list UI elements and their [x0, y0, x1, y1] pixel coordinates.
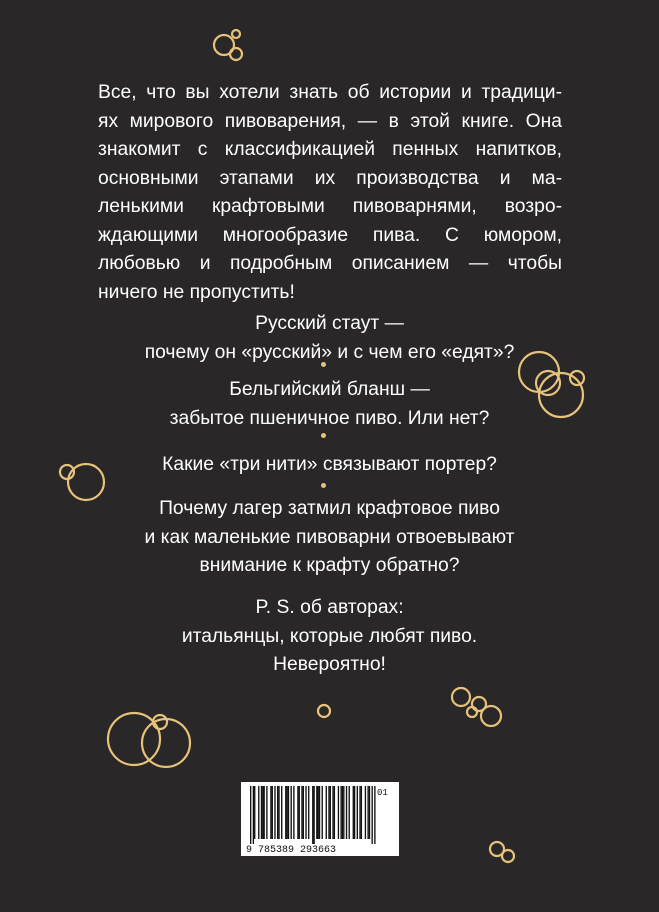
barcode-bar [297, 786, 298, 839]
postscript-line: Невероятно! [273, 654, 386, 675]
barcode-bar [277, 786, 278, 839]
intro-line: любовью и подробным описанием — чтобы [98, 253, 562, 274]
barcode-bar [316, 786, 317, 839]
bubble-circle [467, 707, 477, 717]
barcode-bar [334, 786, 335, 839]
bubble-circle [318, 705, 330, 717]
barcode-bar [365, 786, 366, 839]
question-line: забытое пшеничное пиво. Или нет? [169, 407, 490, 429]
question-porter [0, 451, 659, 480]
barcode-bar [305, 786, 306, 839]
barcode-bar [330, 786, 331, 839]
isbn-number: 9 785389 293663 [246, 845, 337, 856]
barcode-bar [266, 786, 267, 839]
barcode-bar [258, 786, 259, 839]
barcode-bar [328, 786, 329, 839]
barcode-bar [346, 786, 347, 839]
barcode-bar [303, 786, 304, 839]
barcode-bar [322, 786, 323, 839]
barcode-bar [272, 786, 273, 839]
intro-paragraph [98, 79, 562, 307]
barcode-bar [270, 786, 271, 839]
question-belgian-blanche [0, 376, 659, 433]
barcode-bar [357, 786, 358, 839]
barcode-bar [354, 786, 355, 839]
postscript-line: P. S. об авторах: [255, 597, 404, 618]
barcode-bar [262, 786, 263, 839]
isbn-barcode [241, 782, 399, 856]
barcode-bar [291, 786, 292, 839]
barcode-bar [308, 786, 309, 839]
postscript-line: итальянцы, которые любят пиво. [181, 625, 478, 647]
barcode-bar [340, 786, 341, 839]
barcode-bar [342, 786, 343, 839]
barcode-bar [312, 786, 313, 844]
separator-dot [321, 483, 326, 488]
question-russian-stout [0, 310, 659, 367]
postscript-about-authors [0, 594, 659, 680]
barcode-bar [374, 786, 375, 844]
intro-line: Все, что вы хотели знать об истории и традици- [98, 82, 562, 103]
question-line: внимание к крафту обратно? [199, 555, 460, 576]
barcode-bar [353, 786, 354, 839]
barcode-bar [293, 786, 294, 839]
question-line: Русский стаут — [255, 313, 404, 334]
question-line: и как маленькие пивоварни отвоевывают [144, 526, 515, 548]
barcode-bar [253, 786, 254, 844]
separator-dot [321, 362, 326, 367]
barcode-bar [372, 786, 373, 844]
barcode-bar [261, 786, 262, 839]
barcode-bar [278, 786, 279, 839]
question-line: Почему лагер затмил крафтовое пиво [159, 498, 500, 519]
barcode-bar [361, 786, 362, 839]
barcode-bar [254, 786, 255, 839]
bubble-circle [452, 688, 470, 706]
question-lager [0, 495, 659, 581]
barcode-bar [288, 786, 289, 839]
intro-line: ленькими крафтовыми пивоварнями, возро- [98, 196, 562, 217]
barcode-bar [250, 786, 251, 844]
barcode-bar [264, 786, 265, 839]
barcode-bar [281, 786, 282, 839]
barcode-bar [318, 786, 319, 839]
barcode-bar [274, 786, 275, 839]
barcode-bar [349, 786, 350, 839]
barcode-bar [343, 786, 344, 839]
intro-line: ничего не пропустить! [98, 281, 295, 303]
barcode-bar [359, 786, 360, 839]
barcode-bar [338, 786, 339, 839]
barcode-bar [301, 786, 302, 839]
bubble-circle [502, 850, 514, 862]
question-line: Бельгийский бланш — [229, 379, 430, 400]
barcode-bar [286, 786, 287, 839]
barcode-bar [367, 786, 368, 839]
intro-line: ях мирового пивоварения, — в этой книге. Она [98, 110, 562, 132]
bubble-circle [230, 48, 242, 60]
barcode-bar [285, 786, 286, 839]
bubble-circle [232, 30, 240, 38]
barcode-bar [299, 786, 300, 839]
intro-line: знакомит с классификацией пенных напитков, [98, 139, 562, 160]
barcode-bar [319, 786, 320, 839]
barcode-bar [369, 786, 370, 839]
question-line: Какие «три нити» связывают портер? [162, 454, 497, 475]
question-line: почему он «русский» и с чем его «едят»? [144, 341, 515, 363]
barcode-bar [332, 786, 333, 839]
barcode-bar [313, 786, 314, 844]
intro-line: ждающими многообразие пива. С юмором, [98, 224, 562, 246]
barcode-bar [326, 786, 327, 839]
bubble-circle [481, 706, 501, 726]
separator-dot [321, 433, 326, 438]
barcode-addon: 01 [377, 788, 388, 798]
intro-line: основными этапами их производства и ма- [98, 167, 562, 189]
